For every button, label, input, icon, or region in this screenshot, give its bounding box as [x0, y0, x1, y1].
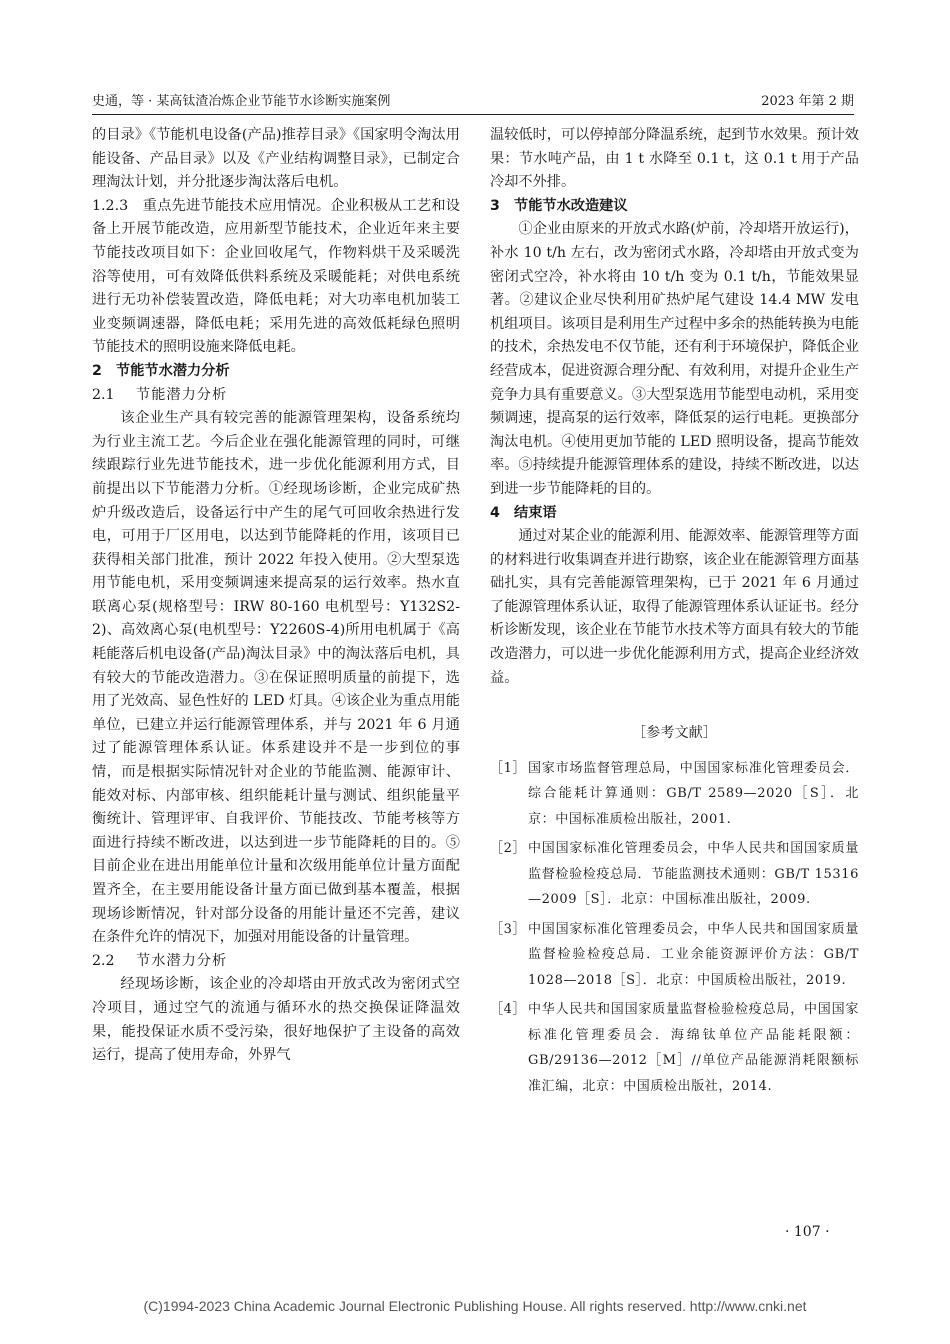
paragraph: 该企业生产具有较完善的能源管理架构，设备系统均为行业主流工艺。今后企业在强化能源管理的同时，可继续跟踪行业先进节能技术，进一步优化能源利用方式，目前提出以下节能潜力分析。①经现场诊断，企业完成矿热炉升级改造后，设备运行中产生的尾气可回收余热进行发电，可用于厂区用电，以达到节能降耗的作用，该项目已获得相关部门批准，预计 2022 年投入使用。②大型泵选用节能电机，采用变频调速来提高泵的运行效率。热水直联离心泵(规格型号：IRW 80-160 电机型号：Y132S2-2)、高效离心泵(电机型号：Y2260S-4)所用电机属于《高耗能落后机电设备(产品)淘汰目录》中的淘汰落后电机，具有较大的节能改造潜力。③在保证照明质量的前提下，选用了光效高、显色性好的 LED 灯具。④该企业为重点用能单位，已建立并运行能源管理体系，并与 2021 年 6 月通过了能源管理体系认证。体系建设并不是一步到位的事情，而是根据实际情况针对企业的节能监测、能源审计、能效对标、内部审核、组织能耗计量与测试、组织能量平衡统计、管理评审、自我评价、节能技改、节能考核等方面进行持续不断改进，以达到进一步节能降耗的目的。⑤目前企业在进出用能单位计量和次级用能单位计量方面配置齐全，在主要用能设备计量方面已做到基本覆盖，根据现场诊断情况，针对部分设备的用能计量还不完善，建议在条件允许的情况下，加强对用能设备的计量管理。	[92, 410, 460, 946]
section-title: 节能节水改造建议	[514, 197, 628, 214]
section-number: 3	[490, 197, 500, 214]
section-title: 节能节水潜力分析	[116, 362, 230, 379]
reference-text: 中华人民共和国国家质量监督检验检疫总局，中国国家标准化管理委员会．海绵钛单位产品能耗限额：GB/29136—2012［M］//单位产品能源消耗限额标准汇编，北京：中国质检出版社，2014.	[528, 1002, 859, 1094]
reference-item	[490, 756, 859, 833]
paragraph: ①企业由原来的开放式水路(炉前，冷却塔开放运行)，补水 10 t/h 左右，改为密闭式水路，冷却塔由开放式变为密闭式空冷，补水将由 10 t/h 变为 0.1 t/h，节能效果显著。②建议企业尽快利用矿热炉尾气建设 14.4 MW 发电机组项目。该项目是利用生产过程中多余的热能转换为电能的技术，余热发电不仅节能，还有利于环境保护，降低企业经营成本，促进资源合理分配、有效利用，对提升企业生产竞争力具有重要意义。③大型泵选用节能型电动机，采用变频调速，提高泵的运行效率，降低泵的运行电耗。更换部分淘汰电机。④使用更加节能的 LED 照明设备，提高节能效率。⑤持续提升能源管理体系的建设，持续不断改进，以达到进一步节能降耗的目的。	[490, 221, 859, 497]
reference-text: 国家市场监督管理总局，中国国家标准化管理委员会．综合能耗计算通则：GB/T 2589—2020［S］．北京：中国标准质检出版社，2001.	[528, 760, 859, 827]
right-column	[490, 124, 859, 1103]
section-title: 结束语	[514, 504, 557, 521]
references-heading: ［参考文献］	[631, 725, 718, 742]
section-number: 2	[92, 362, 102, 379]
subsection-number: 2.1	[92, 386, 115, 403]
reference-item	[490, 836, 859, 913]
section-number: 4	[490, 504, 500, 521]
reference-text: 中国国家标准化管理委员会，中华人民共和国国家质量监督检验检疫总局．节能监测技术通则：GB/T 15316—2009［S］．北京：中国标准出版社，2009.	[528, 841, 859, 908]
running-header	[92, 92, 854, 115]
reference-item	[490, 917, 859, 994]
header-title: 史通，等 · 某高钛渣冶炼企业节能节水诊断实施案例	[92, 94, 391, 109]
section-heading	[490, 195, 859, 219]
subsection-title: 节水潜力分析	[136, 952, 228, 969]
reference-item	[490, 997, 859, 1099]
reference-number: ［3］	[490, 921, 527, 937]
reference-text: 中国国家标准化管理委员会，中华人民共和国国家质量监督检验检疫总局．工业余能资源评价方法：GB/T 1028—2018［S］．北京：中国质检出版社，2019.	[528, 921, 859, 988]
section-heading	[490, 502, 859, 526]
page-number: · 107 ·	[785, 1224, 830, 1240]
subsection-heading	[92, 384, 460, 408]
paragraph: 通过对某企业的能源利用、能源效率、能源管理等方面的材料进行收集调查并进行勘察，该企业在能源管理方面基础扎实，具有完善能源管理架构，已于 2021 年 6 月通过了能源管理体系认证，取得了能源管理体系认证证书。经分析诊断发现，该企业在节能节水技术等方面具有较大的节能改造潜力，可以进一步优化能源利用方式，提高企业经济效益。	[490, 528, 859, 686]
paragraph: 的目录》《节能机电设备(产品)推荐目录》《国家明令淘汰用能设备、产品目录》以及《产业结构调整目录》，已制定合理淘汰计划，并分批逐步淘汰落后电机。	[92, 127, 460, 191]
reference-number: ［2］	[490, 841, 527, 857]
section-heading	[92, 360, 460, 384]
paragraph: 温较低时，可以停掉部分降温系统，起到节水效果。预计效果：节水吨产品，由 1 t 水降至 0.1 t，这 0.1 t 用于产品冷却不外排。	[490, 127, 859, 191]
reference-number: ［4］	[490, 1002, 527, 1018]
subsection-title: 节能潜力分析	[136, 386, 228, 403]
paragraph: 1.2.3 重点先进节能技术应用情况。企业积极从工艺和设备上开展节能改造，应用新型节能技术，企业近年来主要节能技改项目如下：企业回收尾气，作物料烘干及采暖洗浴等使用，可有效降低供料系统及采暖能耗；对供电系统进行无功补偿装置改造，降低电耗；对大功率电机加装工业变频调速器，降低电耗；采用先进的高效低耗绿色照明节能技术的照明设施来降低电耗。	[92, 197, 460, 356]
left-column	[92, 124, 460, 1068]
subsection-number: 2.2	[92, 952, 115, 969]
subsection-heading	[92, 950, 460, 974]
paragraph: 经现场诊断，该企业的冷却塔由开放式改为密闭式空冷项目，通过空气的流通与循环水的热交换保证降温效果，能投保证水质不受污染，很好地保护了主设备的高效运行，提高了使用寿命，外界气	[92, 976, 460, 1064]
reference-number: ［1］	[490, 760, 527, 776]
copyright-footer: (C)1994-2023 China Academic Journal Electronic Publishing House. All rights reserved. http://www.cnki.net	[143, 1298, 807, 1314]
header-issue: 2023 年第 2 期	[761, 94, 854, 109]
